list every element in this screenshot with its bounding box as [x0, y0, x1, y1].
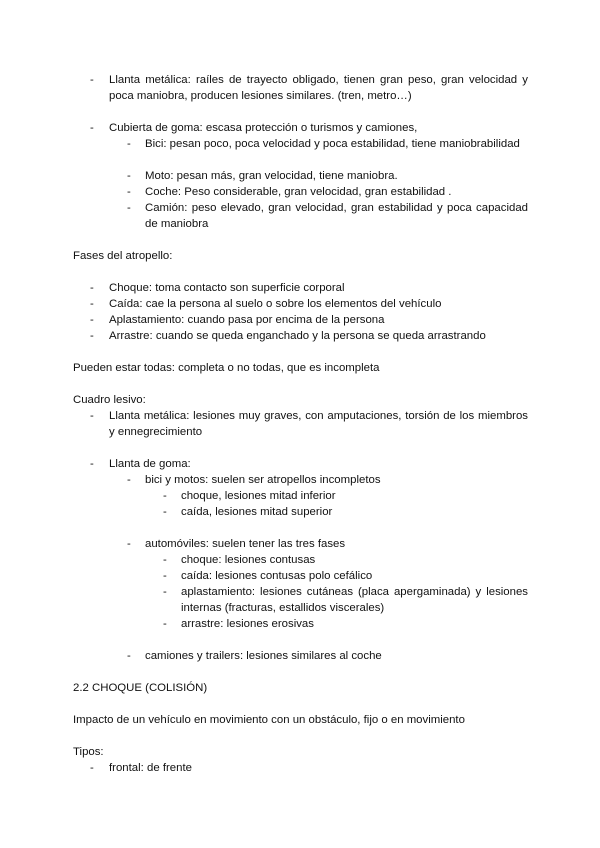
list-dash: -: [90, 762, 94, 774]
list-item: [90, 72, 528, 104]
coche-text: Coche: Peso considerable, gran velocidad, gran estabilidad .: [145, 186, 452, 198]
camiones-text: camiones y trailers: lesiones similares al coche: [145, 650, 382, 662]
sub-sub-list-item: [163, 584, 528, 616]
choque-definition: Impacto de un vehículo en movimiento con un obstáculo, fijo o en movimiento: [73, 714, 465, 726]
bici-text: Bici: pesan poco, poca velocidad y poca estabilidad, tiene maniobrabilidad: [145, 138, 520, 150]
list-dash: -: [90, 314, 94, 326]
sub-list-item: [127, 472, 528, 488]
sub-list-item: [127, 536, 528, 552]
sub-sub-list-item: [163, 504, 528, 520]
sub-sub-list-item: [163, 568, 528, 584]
list-dash: -: [127, 170, 131, 182]
cuadro-llanta-metalica-text: Llanta metálica: lesiones muy graves, con amputaciones, torsión de los miembros y ennegrecimiento: [109, 410, 528, 438]
sub-list-item: [127, 648, 528, 664]
sub-list-item: [127, 200, 528, 232]
list-dash: -: [90, 122, 94, 134]
list-dash: -: [127, 202, 131, 214]
list-item: [90, 760, 528, 776]
fase-aplastamiento-text: Aplastamiento: cuando pasa por encima de la persona: [109, 314, 385, 326]
list-dash: -: [127, 650, 131, 662]
list-dash: -: [90, 74, 94, 86]
sub-list-item: [127, 184, 528, 200]
fases-note: Pueden estar todas: completa o no todas, que es incompleta: [73, 362, 380, 374]
list-dash: -: [90, 282, 94, 294]
fase-caida-text: Caída: cae la persona al suelo o sobre los elementos del vehículo: [109, 298, 442, 310]
automoviles-text: automóviles: suelen tener las tres fases: [145, 538, 346, 550]
cuadro-heading: Cuadro lesivo:: [73, 394, 146, 406]
sub-sub-list-item: [163, 552, 528, 568]
sub-list-item: [127, 168, 528, 184]
list-item: [90, 328, 528, 344]
list-item: [90, 312, 528, 328]
sub-list-item: [127, 136, 528, 152]
list-dash: -: [127, 474, 131, 486]
list-dash: -: [127, 186, 131, 198]
bici-motos-text: bici y motos: suelen ser atropellos incompletos: [145, 474, 381, 486]
list-item: [90, 120, 528, 136]
cubierta-goma-text: Cubierta de goma: escasa protección o turismos y camiones,: [109, 122, 418, 134]
list-dash: -: [90, 330, 94, 342]
list-dash: -: [127, 538, 131, 550]
list-dash: -: [127, 138, 131, 150]
list-dash: -: [163, 570, 167, 582]
list-dash: -: [90, 298, 94, 310]
list-dash: -: [90, 410, 94, 422]
moto-text: Moto: pesan más, gran velocidad, tiene maniobra.: [145, 170, 398, 182]
list-item: [90, 408, 528, 440]
list-dash: -: [163, 490, 167, 502]
list-item: [90, 296, 528, 312]
auto-choque-text: choque: lesiones contusas: [181, 554, 316, 566]
sub-sub-list-item: [163, 616, 528, 632]
list-item: [90, 280, 528, 296]
fase-choque-text: Choque: toma contacto son superficie corporal: [109, 282, 345, 294]
section-title: 2.2 CHOQUE (COLISIÓN): [73, 682, 208, 694]
camion-text: Camión: peso elevado, gran velocidad, gran estabilidad y poca capacidad de maniobra: [145, 202, 528, 230]
list-item: [90, 456, 528, 472]
auto-arrastre-text: arrastre: lesiones erosivas: [181, 618, 314, 630]
bici-choque-text: choque, lesiones mitad inferior: [181, 490, 336, 502]
fases-heading: Fases del atropello:: [73, 250, 173, 262]
tipos-heading: Tipos:: [73, 746, 104, 758]
list-dash: -: [163, 506, 167, 518]
list-dash: -: [163, 586, 167, 598]
list-dash: -: [90, 458, 94, 470]
auto-aplastamiento-text: aplastamiento: lesiones cutáneas (placa apergaminada) y lesiones internas (fracturas, estallidos viscerales): [181, 586, 528, 614]
llanta-metalica-text: Llanta metálica: raíles de trayecto obligado, tienen gran peso, gran velocidad y poca maniobra, producen lesiones similares. (tren, metro…): [109, 74, 528, 102]
tipo-frontal-text: frontal: de frente: [109, 762, 192, 774]
cuadro-llanta-goma-text: Llanta de goma:: [109, 458, 191, 470]
list-dash: -: [163, 554, 167, 566]
sub-sub-list-item: [163, 488, 528, 504]
auto-caida-text: caída: lesiones contusas polo cefálico: [181, 570, 373, 582]
fase-arrastre-text: Arrastre: cuando se queda enganchado y la persona se queda arrastrando: [109, 330, 486, 342]
bici-caida-text: caída, lesiones mitad superior: [181, 506, 333, 518]
list-dash: -: [163, 618, 167, 630]
